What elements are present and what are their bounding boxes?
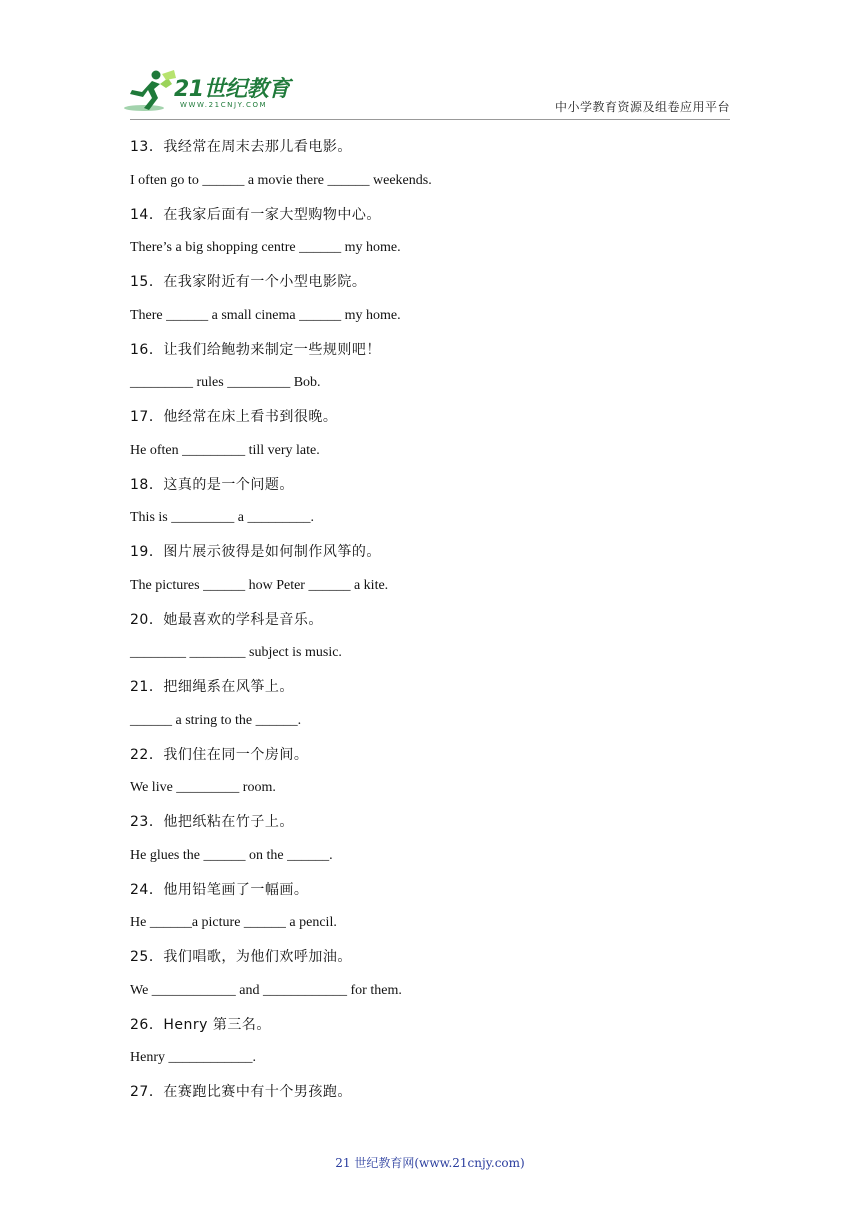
answer-line: I often go to ______ a movie there ______ weekends.: [130, 172, 432, 188]
answer-line: The pictures ______ how Peter ______ a kite.: [130, 577, 389, 593]
logo-wordmark: 21世纪教育: [174, 77, 290, 102]
question-prompt: 22．我们住在同一个房间。: [130, 746, 309, 763]
platform-tagline: 中小学教育资源及组卷应用平台: [554, 100, 730, 114]
question-prompt: 14．在我家后面有一家大型购物中心。: [130, 206, 381, 223]
answer-line: ________ ________ subject is music.: [130, 645, 342, 661]
answer-line: There’s a big shopping centre ______ my home.: [130, 240, 401, 256]
answer-line: Henry ____________.: [130, 1050, 256, 1066]
question-prompt: 20．她最喜欢的学科是音乐。: [130, 611, 323, 628]
question-prompt: 25．我们唱歌，为他们欢呼加油。: [130, 949, 352, 965]
answer-line: We live _________ room.: [130, 780, 276, 796]
footer-site-link[interactable]: 21 世纪教育网(www.21cnjy.com): [335, 1156, 525, 1170]
answer-line: We ____________ and ____________ for them.: [130, 982, 402, 998]
answer-line: There ______ a small cinema ______ my home.: [130, 307, 401, 323]
site-logo[interactable]: [122, 68, 292, 116]
question-prompt: 27．在赛跑比赛中有十个男孩跑。: [130, 1084, 352, 1100]
question-prompt: 15．在我家附近有一个小型电影院。: [130, 274, 367, 290]
exercise-list: [130, 137, 730, 1116]
header-divider: [130, 119, 730, 120]
answer-line: He often _________ till very late.: [130, 442, 320, 458]
question-prompt: 18．这真的是一个问题。: [130, 476, 294, 493]
question-prompt: 21．把细绳系在风筝上。: [130, 679, 294, 695]
question-prompt: 13．我经常在周末去那儿看电影。: [130, 139, 352, 155]
answer-line: He glues the ______ on the ______.: [130, 847, 333, 863]
runner-logo-icon: [122, 68, 178, 114]
answer-line: This is _________ a _________.: [130, 510, 314, 526]
page-header: [0, 0, 860, 125]
question-prompt: 26．Henry 第三名。: [130, 1016, 271, 1033]
question-prompt: 24．他用铅笔画了一幅画。: [130, 881, 309, 898]
question-prompt: 23．他把纸粘在竹子上。: [130, 814, 294, 830]
answer-line: ______ a string to the ______.: [130, 712, 302, 728]
answer-line: He ______a picture ______ a pencil.: [130, 915, 337, 931]
question-prompt: 16．让我们给鲍勃来制定一些规则吧！: [130, 341, 381, 358]
question-prompt: 17．他经常在床上看书到很晚。: [130, 409, 338, 425]
answer-line: _________ rules _________ Bob.: [130, 375, 321, 391]
logo-url: WWW.21CNJY.COM: [180, 101, 268, 109]
question-prompt: 19．图片展示彼得是如何制作风筝的。: [130, 544, 381, 560]
